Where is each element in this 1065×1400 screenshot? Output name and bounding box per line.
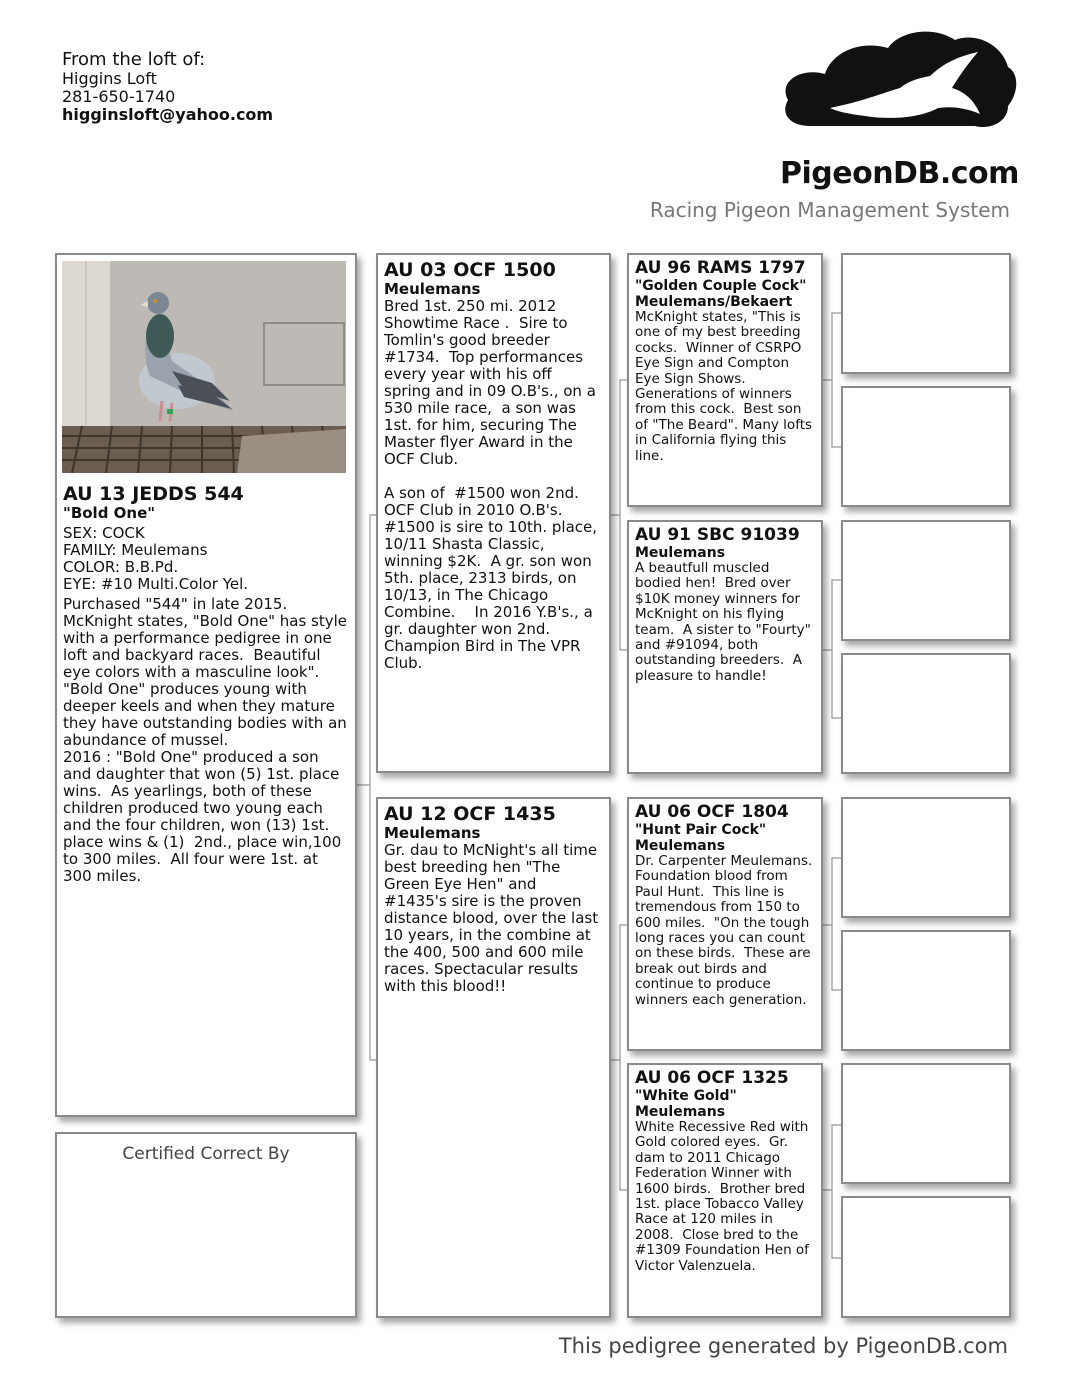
dam-dam-name: "White Gold" xyxy=(635,1088,737,1104)
sire-sire-notes: McKnight states, "This is one of my best breeding cocks. Winner of CSRPO Eye Sign and Compton Eye Sign Shows. Generations of winners from this cock. Best son of "The Beard". Many lofts in California flying this line. xyxy=(635,309,817,464)
sire-box xyxy=(376,253,611,773)
sire-dam-notes: A beautfull muscled bodied hen! Bred over $10K money winners for McKnight on his flying team. A sister to "Fourty" and #91094, both outstanding breeders. A pleasure to handle! xyxy=(635,560,816,684)
loft-phone: 281-650-1740 xyxy=(62,87,176,106)
subject-notes: Purchased "544" in late 2015. McKnight states, "Bold One" has style with a performance pedigree in one loft and backyard races. Beautiful eye colors with a masculine look". "Bold One" produces young with deeper keels and when they mature they have outstanding bodies with an abundance of mussel. 2016 : "Bold One" produced a son and daughter that won (5) 1st. place wins. As yearlings, both of these children produced two young each and the four children, won (13) 1st. place wins & (1) 2nd., place win,100 to 300 miles. All four were 1st. at 300 miles. xyxy=(63,595,348,885)
brand-tagline: Racing Pigeon Management System xyxy=(649,198,1010,222)
sire-notes: Bred 1st. 250 mi. 2012 Showtime Race . Sire to Tomlin's good breeder #1734. Top performances every year with his off spring and in 09 O.B's., on a 530 mile race, a son was 1st. for him, securing The Master flyer Award in the OCF Club. A son of #1500 won 2nd. OCF Club in 2010 O.B's. #1500 is sire to 10th. place, 10/11 Shasta Classic, winning $2K. A gr. son won 5th. place, 2313 birds, on 10/13, in The Chicago Combine. In 2016 Y.B's., a gr. daughter won 2nd. Champion Bird in The VPR Club. xyxy=(384,297,598,672)
subject-id: AU 13 JEDDS 544 xyxy=(63,483,244,505)
great-grandparent-box xyxy=(841,520,1011,641)
dam-sire-name: "Hunt Pair Cock" xyxy=(635,822,767,838)
loft-name: Higgins Loft xyxy=(62,69,157,88)
certified-label: Certified Correct By xyxy=(122,1144,290,1164)
great-grandparent-box xyxy=(841,930,1011,1051)
subject-name: "Bold One" xyxy=(63,504,156,522)
dam-notes: Gr. dau to McNight's all time best breeding hen "The Green Eye Hen" and #1435's sire is the proven distance blood, over the last 10 years, in the combine at the 400, 500 and 600 mile races. Spectacular results with this blood!! xyxy=(384,841,603,995)
sire-sire-family: Meulemans/Bekaert xyxy=(635,294,793,310)
dam-id: AU 12 OCF 1435 xyxy=(384,803,556,825)
sire-dam-id: AU 91 SBC 91039 xyxy=(635,525,800,545)
loft-email: higginsloft@yahoo.com xyxy=(62,105,274,124)
dam-dam-family: Meulemans xyxy=(635,1104,726,1120)
sire-family: Meulemans xyxy=(384,280,481,298)
sire-sire-name: "Golden Couple Cock" xyxy=(635,278,807,294)
sire-sire-id: AU 96 RAMS 1797 xyxy=(635,258,806,278)
dam-family: Meulemans xyxy=(384,824,481,842)
dam-sire-family: Meulemans xyxy=(635,838,726,854)
pigeon-photo xyxy=(62,261,346,473)
brand-name: PigeonDB.com xyxy=(780,156,1019,191)
subject-family: FAMILY: Meulemans xyxy=(63,541,208,559)
footer-credit: This pedigree generated by PigeonDB.com xyxy=(558,1334,1008,1358)
dam-sire-box xyxy=(627,797,823,1051)
subject-eye: EYE: #10 Multi.Color Yel. xyxy=(63,575,249,593)
great-grandparent-box xyxy=(841,653,1011,774)
certified-box xyxy=(55,1132,357,1318)
great-grandparent-box xyxy=(841,253,1011,374)
dam-dam-notes: White Recessive Red with Gold colored eyes. Gr. dam to 2011 Chicago Federation Winner with 1600 birds. Brother bred 1st. place Tobacco Valley Race at 120 miles in 2008. Close bred to the #1309 Foundation Hen of Victor Valenzuela. xyxy=(635,1119,814,1274)
dam-box xyxy=(376,797,611,1318)
sire-sire-box xyxy=(627,253,823,507)
great-grandparent-box xyxy=(841,386,1011,507)
great-grandparent-box xyxy=(841,797,1011,918)
subject-color: COLOR: B.B.Pd. xyxy=(63,558,179,576)
subject-sex: SEX: COCK xyxy=(63,524,145,542)
sire-id: AU 03 OCF 1500 xyxy=(384,259,556,281)
dam-sire-id: AU 06 OCF 1804 xyxy=(635,802,789,822)
sire-dam-box xyxy=(627,520,823,774)
great-grandparent-box xyxy=(841,1063,1011,1184)
dam-sire-notes: Dr. Carpenter Meulemans. Foundation blood from Paul Hunt. This line is tremendous from 150 to 600 miles. "On the tough long races you can count on these birds. These are break out birds and continue to produce winners each generation. xyxy=(635,853,817,1008)
dam-dam-id: AU 06 OCF 1325 xyxy=(635,1068,789,1088)
great-grandparent-box xyxy=(841,1196,1011,1318)
dam-dam-box xyxy=(627,1063,823,1318)
sire-dam-family: Meulemans xyxy=(635,545,726,561)
from-label: From the loft of: xyxy=(62,49,206,70)
